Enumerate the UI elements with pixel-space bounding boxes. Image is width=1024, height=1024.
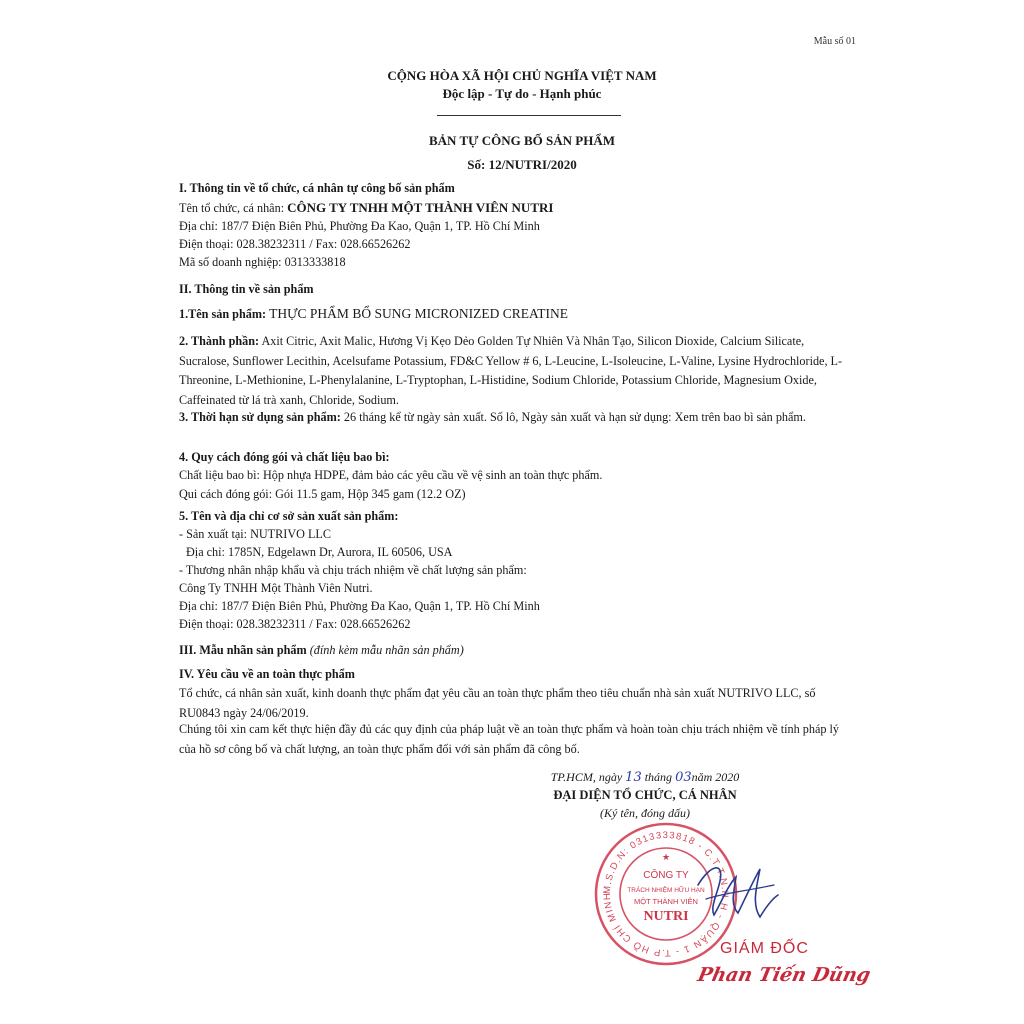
date-place: TP.HCM, ngày	[550, 770, 623, 784]
svg-text:★: ★	[661, 852, 671, 862]
motto: Độc lập - Tự do - Hạnh phúc	[442, 86, 602, 101]
handwritten-signature	[690, 855, 780, 925]
importer-name: Công Ty TNHH Một Thành Viên Nutri.	[179, 581, 373, 595]
seal-line-3: MỘT THÀNH VIÊN	[634, 897, 698, 906]
date-day: 13	[625, 770, 642, 785]
director-position: GIÁM ĐỐC	[720, 940, 809, 957]
ingredients-value: Axit Citric, Axit Malic, Hương Vị Kẹo Dẻo Golden Tự Nhiên Và Nhân Tạo, Silicon Dioxide, Calcium Silicate, Sucralose, Sunflower Lecithin, Acelsufame Potassium, FD&C Yellow # 6, L-Leucine, L-Isoleucine, L-Valine, Lysine Hydrochloride, L-Threonine, L-Methionine, L-Phenylalanine, L-Tryptophan, L-Histidine, Sodium Chloride, Potassium Chloride, Magnesium Oxide, Caffeinated từ lá trà xanh, Chloride, Sodium.	[179, 334, 843, 407]
seal-ring-text: M.S.D.N: 0313333818 - C.T.T.N.H.H - QUẬN 1 - T.P HỒ CHÍ MINH	[601, 829, 731, 959]
importer-phone: Điện thoại: 028.38232311 / Fax: 028.66526262	[179, 617, 411, 631]
seal-line-2: TRÁCH NHIỆM HỮU HẠN	[627, 887, 705, 894]
director-name: Phan Tiến Dũng	[695, 964, 873, 986]
seal-line-1: CÔNG TY	[643, 870, 689, 881]
made-address: Địa chỉ: 1785N, Edgelawn Dr, Aurora, IL 60506, USA	[186, 545, 453, 559]
date-month-label: tháng	[644, 770, 673, 784]
seal-line-4: NUTRI	[643, 909, 689, 924]
org-label: Tên tổ chức, cá nhân:	[179, 201, 285, 215]
section4-heading: IV. Yêu cầu về an toàn thực phẩm	[179, 667, 355, 681]
packaging-heading: 4. Quy cách đóng gói và chất liệu bao bì:	[179, 450, 390, 464]
packaging-spec: Qui cách đóng gói: Gói 11.5 gam, Hộp 345 gam (12.2 OZ)	[179, 487, 466, 501]
manufacturer-heading: 5. Tên và địa chỉ cơ sở sản xuất sản phẩm:	[179, 509, 399, 523]
org-address: Địa chỉ: 187/7 Điện Biên Phủ, Phường Đa Kao, Quận 1, TP. Hồ Chí Minh	[179, 219, 540, 233]
org-phone: Điện thoại: 028.38232311 / Fax: 028.66526262	[179, 237, 411, 251]
importer-address: Địa chỉ: 187/7 Điện Biên Phủ, Phường Đa Kao, Quận 1, TP. Hồ Chí Minh	[179, 599, 540, 613]
signature-note: (Ký tên, đóng dấu)	[600, 806, 690, 820]
org-tax-id: Mã số doanh nghiệp: 0313333818	[179, 255, 346, 269]
importer-line: - Thương nhân nhập khẩu và chịu trách nhiệm về chất lượng sản phẩm:	[179, 563, 527, 577]
date-year: năm 2020	[691, 770, 740, 784]
header-divider	[437, 115, 621, 116]
shelf-life-label: 3. Thời hạn sử dụng sản phẩm:	[179, 410, 341, 424]
section3-line	[179, 643, 464, 658]
document-number: Số: 12/NUTRI/2020	[467, 157, 577, 172]
product-name-value: THỰC PHẨM BỔ SUNG MICRONIZED CREATINE	[269, 306, 568, 321]
made-at: - Sản xuất tại: NUTRIVO LLC	[179, 527, 331, 541]
signatory-title: ĐẠI DIỆN TỔ CHỨC, CÁ NHÂN	[553, 788, 737, 802]
org-line	[179, 200, 553, 216]
product-name-line	[179, 306, 568, 322]
shelf-life-paragraph	[179, 408, 851, 428]
product-name-label: 1.Tên sản phẩm:	[179, 307, 267, 321]
nation-header: CỘNG HÒA XÃ HỘI CHỦ NGHĨA VIỆT NAM	[387, 68, 657, 83]
date-month: 03	[675, 770, 692, 785]
packaging-material: Chất liệu bao bì: Hộp nhựa HDPE, đảm bảo các yêu cầu về vệ sinh an toàn thực phẩm.	[179, 468, 603, 482]
signature-date	[495, 770, 795, 785]
section4-para1: Tổ chức, cá nhân sản xuất, kinh doanh thực phẩm đạt yêu cầu an toàn thực phẩm theo tiêu chuẩn nhà sản xuất NUTRIVO LLC, số RU0843 ngày 24/06/2019.	[179, 686, 816, 720]
section4-para2: Chúng tôi xin cam kết thực hiện đầy đủ các quy định của pháp luật về an toàn thực phẩm và hoàn toàn chịu trách nhiệm về tính pháp lý của hồ sơ công bố và chất lượng, an toàn thực phẩm đối với sản phẩm đã công bố.	[179, 722, 839, 756]
document-title: BẢN TỰ CÔNG BỐ SẢN PHẨM	[429, 133, 615, 148]
form-number: Mẫu số 01	[813, 36, 856, 47]
section3-note: (đính kèm mẫu nhãn sản phẩm)	[309, 643, 464, 657]
ingredients-label: 2. Thành phần:	[179, 334, 260, 348]
section1-heading: I. Thông tin về tổ chức, cá nhân tự công bố sản phẩm	[179, 181, 455, 195]
org-value: CÔNG TY TNHH MỘT THÀNH VIÊN NUTRI	[287, 200, 554, 215]
section3-heading: III. Mẫu nhãn sản phẩm	[179, 643, 307, 657]
section2-heading: II. Thông tin về sản phẩm	[179, 282, 314, 296]
ingredients-paragraph	[179, 332, 851, 410]
shelf-life-value: 26 tháng kể từ ngày sản xuất. Số lô, Ngày sản xuất và hạn sử dụng: Xem trên bao bì sản phẩm.	[343, 410, 806, 424]
